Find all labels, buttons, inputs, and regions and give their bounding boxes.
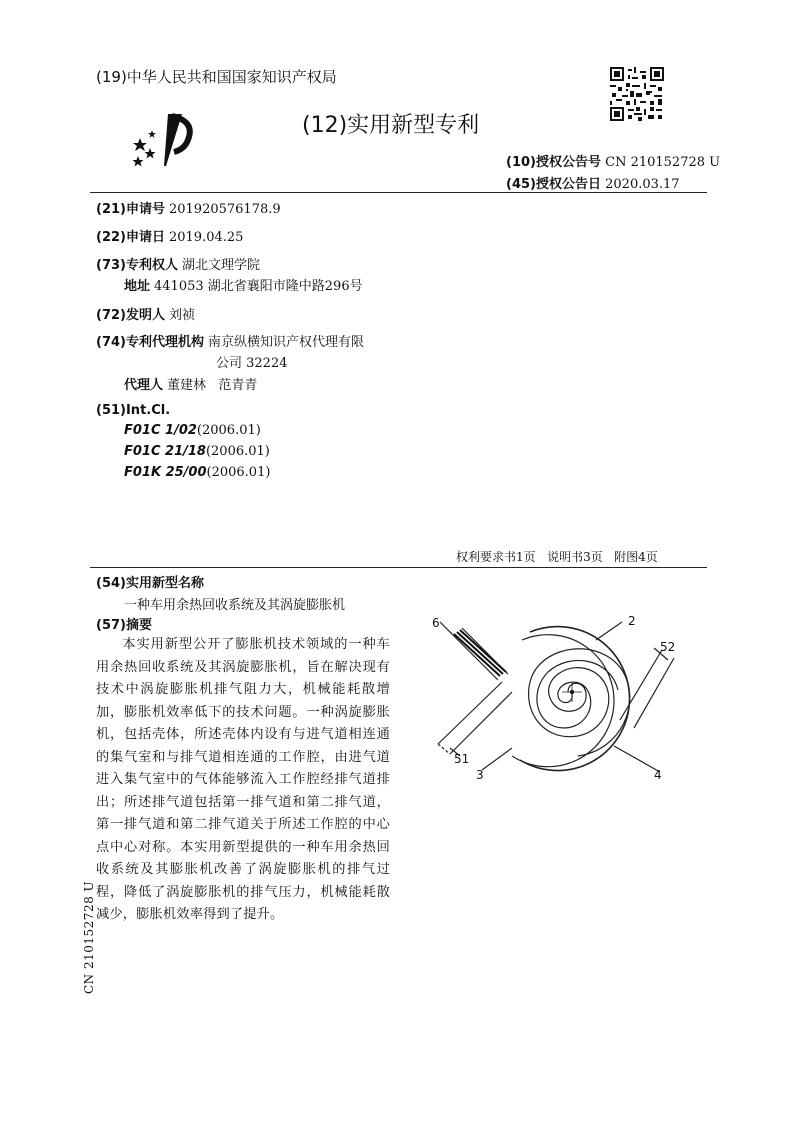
agent-value: 董建林 范青青: [167, 378, 258, 393]
publication-number: [506, 151, 720, 170]
abstract-heading: [96, 614, 152, 633]
int-cl-label: [96, 403, 170, 418]
agency-line-1: 南京纵横知识产权代理有限: [207, 335, 364, 350]
inventor-label: (72)发明人: [96, 308, 165, 323]
application-date: [96, 226, 243, 245]
ipc-version: (2006.01): [206, 465, 271, 480]
figure-label-6: 6: [432, 616, 440, 630]
figure-label-2: 2: [628, 614, 636, 628]
utility-model-title-label: [96, 572, 204, 591]
patent-agent: [124, 374, 257, 393]
application-number: [96, 198, 281, 217]
biblio-divider: [90, 567, 707, 568]
inventor: [96, 304, 195, 323]
abstract-text: 本实用新型公开了膨胀机技术领域的一种车用余热回收系统及其涡旋膨胀机，旨在解决现有技术中涡旋膨胀机排气阻力大，机械能耗散增加，膨胀机效率低下的技术问题。一种涡旋膨胀机，包括壳体，所述壳体内设有与进气道相连通的集气室和与排气道相连通的工作腔，由进气道进入集气室中的气体能够流入工作腔经排气道排出；所述排气道包括第一排气道和第二排气道，第一排气道和第二排气道关于所述工作腔的中心点中心对称。本实用新型提供的一种车用余热回收系统及其膨胀机改善了涡旋膨胀机的排气过程，降低了涡旋膨胀机的排气压力，机械能耗散减少，膨胀机效率得到了提升。: [96, 637, 390, 922]
app-date-label: (22)申请日: [96, 230, 165, 245]
patentee-address: [124, 275, 363, 294]
ipc-entry: [124, 444, 270, 459]
cnipa-logo-icon: [128, 108, 208, 170]
agent-label: 代理人: [124, 378, 164, 393]
ipc-version: (2006.01): [205, 444, 270, 459]
figure-label-52: 52: [660, 640, 676, 654]
pub-date-label: (45)授权公告日: [506, 177, 601, 192]
qr-code-icon: [610, 67, 664, 121]
pub-date-value: 2020.03.17: [605, 177, 680, 192]
app-no-value: 201920576178.9: [168, 202, 281, 217]
app-date-value: 2019.04.25: [168, 230, 244, 245]
patentee: [96, 254, 260, 273]
app-no-label: (21)申请号: [96, 202, 165, 217]
abstract-label: (57)摘要: [96, 618, 152, 633]
header-divider: [90, 192, 707, 193]
figure-label-51: 51: [454, 752, 470, 766]
page-count-info: 权利要求书1页 说明书3页 附图4页: [456, 550, 658, 564]
ipc-code: F01C 21/18: [124, 444, 206, 459]
address-value: 441053 湖北省襄阳市隆中路296号: [154, 279, 363, 294]
title-label: (54)实用新型名称: [96, 576, 204, 591]
ipc-version: (2006.01): [196, 423, 261, 438]
pub-no-value: CN 210152728 U: [605, 155, 721, 170]
patent-agency: [96, 331, 364, 350]
agency-label: (74)专利代理机构: [96, 335, 204, 350]
ipc-code: F01C 1/02: [124, 423, 197, 438]
figure-label-4: 4: [654, 768, 662, 782]
publication-date: [506, 173, 680, 192]
figure-label-3: 3: [476, 768, 484, 782]
document-type: (12)实用新型专利: [302, 113, 480, 138]
int-cl-heading: (51)Int.Cl.: [96, 403, 171, 418]
office-name: (19)中华人民共和国国家知识产权局: [96, 68, 337, 86]
inventor-value: 刘祯: [168, 308, 195, 323]
utility-model-title: 一种车用余热回收系统及其涡旋膨胀机: [124, 598, 346, 613]
side-publication-number: CN 210152728 U: [82, 880, 96, 994]
ipc-code: F01K 25/00: [124, 465, 207, 480]
address-label: 地址: [124, 279, 151, 294]
owner-label: (73)专利权人: [96, 258, 178, 273]
owner-value: 湖北文理学院: [181, 258, 260, 273]
pub-no-label: (10)授权公告号: [506, 155, 601, 170]
ipc-entry: [124, 465, 270, 480]
agency-line-2: 公司 32224: [216, 356, 288, 371]
ipc-entry: [124, 423, 261, 438]
